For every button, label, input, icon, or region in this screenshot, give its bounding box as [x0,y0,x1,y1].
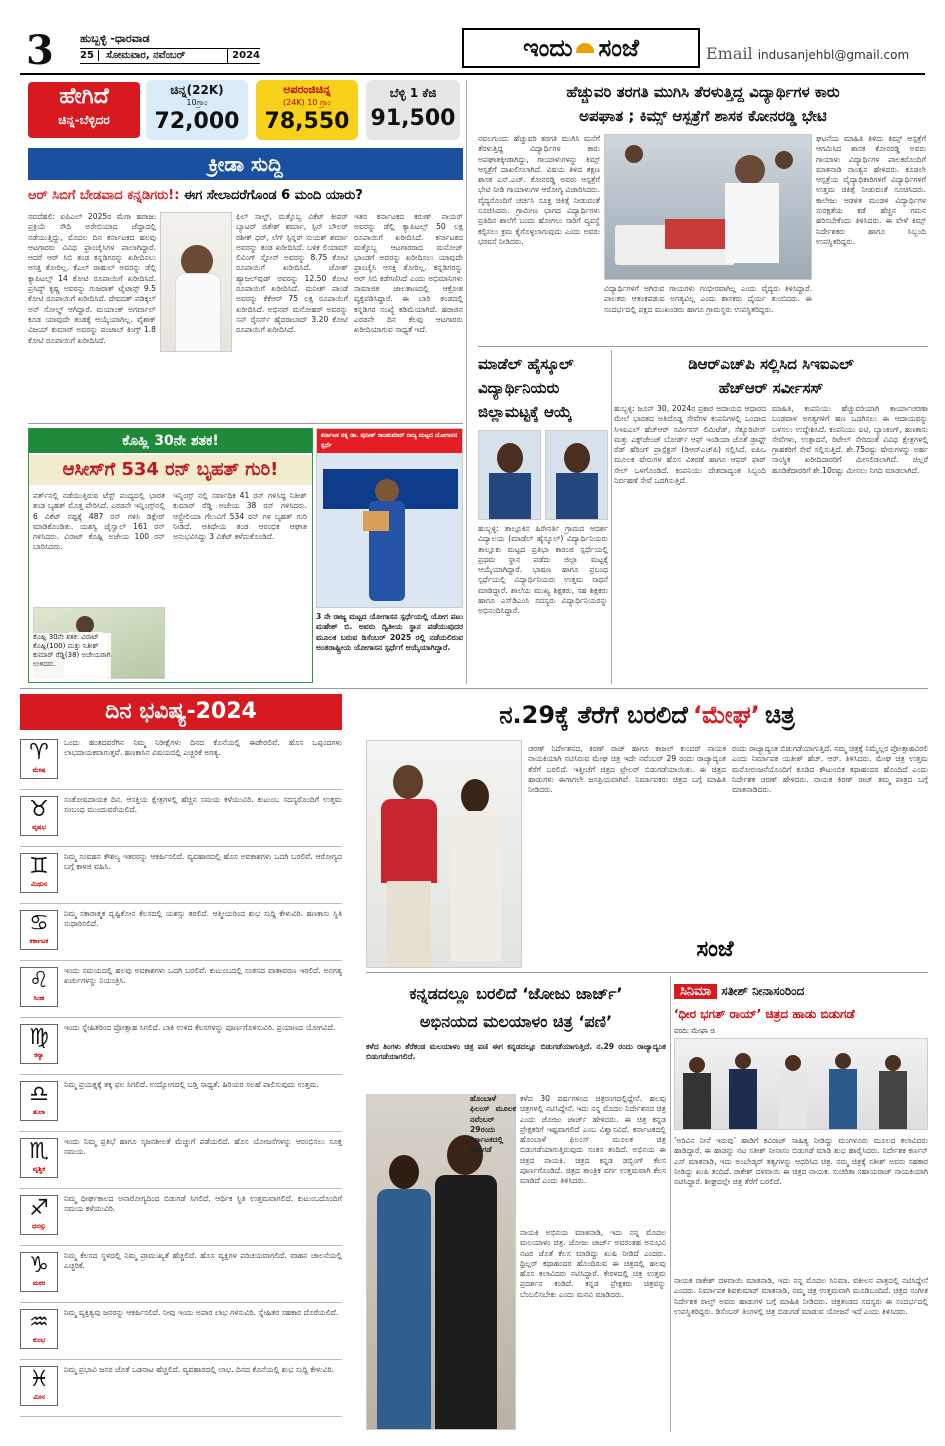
horoscope-row [20,736,342,790]
city-label: ಹುಬ್ಬಳ್ಳಿ -ಧಾರವಾಡ [80,32,150,45]
megha-photo [366,740,522,968]
zodiac-name: ವೃಶ್ಚಿಕ [32,1165,46,1173]
gold-22k-label: ಚಿನ್ನ(22K) [170,83,224,97]
zodiac-glyph: ♈ [29,740,49,765]
dheera-col-1: ‘ಅರಿವಿನ ನೀನೆ ಇರುವು’ ಹಾಡಿಗೆ ಕವಿರಾಜ್ ಸಾಹಿತ್ಯ ನೀಡಿದ್ದು ಮಂಗಳೂರು ಮೂಲದ ಕಲಾವಿದರು ಹಾಡಿದ್ದಾರೆ. ಈ ಹಾಡನ್ನು ನಟ ಸತೀಶ್ ನೀನಾಸಂ ಬಿಡುಗಡೆ ಮಾಡಿ ಶುಭ ಹಾರೈಸಿದರು. ನಿರ್ದೇಶಕ ಕರ್ಣನ್ ಎಸ್ ಮಾತನಾಡಿ, ಇದು ಅಂಬೇಡ್ಕರ್ ತತ್ವಗಳನ್ನು ಆಧರಿಸಿದ ಚಿತ್ರ. ನಮ್ಮ ಚಿತ್ರಕ್ಕೆ ಸತೀಶ್ ಅವರು ಸಹಕಾರ ನೀಡಿದ್ದು ಖುಷಿ ತಂದಿದೆ. ರಾಕೇಶ್ ದಳವಾಯಿ ಈ ಚಿತ್ರದ ನಾಯಕ. ಸುಚರಿತಾ ಸಹಾಯರಾಜ್ ನಾಯಕಿಯಾಗಿ ನಟಿಸಿದ್ದಾರೆ. ಶೀಘ್ರದಲ್ಲೇ ಚಿತ್ರ ತೆರೆಗೆ ಬರಲಿದೆ. [674,1136,928,1187]
zodiac-text: ನಿಮ್ಮ ವ್ಯಕ್ತಿತ್ವವು ಜನರನ್ನು ಆಕರ್ಷಿಸಲಿದೆ. ನೀವು ಇಂದು ಅಪಾರ ಲಾಭ ಗಳಿಸುವಿರಿ. ಸ್ನೇಹಿತರ ಸಹಕಾರ ದೊರೆಯಲಿದೆ. [64,1308,339,1317]
student-photo-1 [478,430,541,520]
megha-col-2: ರಂದು ರಾಜ್ಯಾದ್ಯಂತ ಬಿಡುಗಡೆಯಾಗುತ್ತಿದೆ. ನಮ್ಮ ಚಿತ್ರಕ್ಕೆ ನಿಮ್ಮೆಲ್ಲರ ಪ್ರೋತ್ಸಾಹವಿರಲಿ ಎಂದು ನಿರ್ಮಾಪಕ ಯತೀಶ್ ಹೆಚ್. ಆರ್. ತಿಳಿಸಿದರು. ಮೇಘ ಚಿತ್ರ ಉತ್ತಮ ಮನೋರಂಜನೆಯೊಂದಿಗೆ ಕೂಡಿದ ಕೌಟುಂಬಿಕ ಕಥಾಹಂದರ ಹೊಂದಿದೆ ಎಂದು ನಿರ್ದೇಶಕ ಚರಣ್ ಹೇಳಿದರು. ನಾಯಕ ಕಿರಣ್ ರಾಜ್ ತಮ್ಮ ಪಾತ್ರದ ಬಗ್ಗೆ ಮಾತನಾಡಿದರು. [732,744,928,795]
kohli-caption: ಕೊಹ್ಲಿ 30ನೇ ಶತಕ: ವಿರಾಟ್ ಕೊಹ್ಲಿ(100) ಮತ್ತು ನಿತೀಶ್ ಕುಮಾರ್ ರೆಡ್ಡಿ(38) ಅಜೇಯರಾಗಿ ಉಳಿದರು. [33,633,111,679]
model-school-headline: ಮಾಡೆಲ್ ಹೈಸ್ಕೂಲ್ ವಿದ್ಯಾರ್ಥಿನಿಯರು ಜಿಲ್ಲಾಮಟ್ಟಕ್ಕೆ ಆಯ್ಕೆ [478,355,574,421]
gold-24k-label: ಅಪರಂಜಿಚಿನ್ನ [283,83,331,96]
date-bar [80,48,260,64]
zodiac-glyph: ♐ [29,1196,49,1221]
zodiac-name: ಧನಸ್ಸು [32,1222,46,1230]
zodiac-sign-icon [20,1138,58,1178]
kims-photo [604,134,812,280]
rahul-photo [160,212,232,352]
zodiac-sign-icon [20,1024,58,1064]
gold-item-24k [256,80,358,140]
jojo-lead: ಕಳೆದ ತಿಂಗಳು ತೆರೆಕಂಡ ಮಲಯಾಳಂ ಚಿತ್ರ ಪಣಿ ಈಗ ಕನ್ನಡದಲ್ಲೂ ಬಿಡುಗಡೆಯಾಗುತ್ತಿದೆ. ನ.29 ರಂದು ರಾಜ್ಯಾದ್ಯಂತ ಬಿಡುಗಡೆಯಾಗಲಿದೆ. [366,1042,666,1062]
horoscope-row [20,1363,342,1417]
zodiac-sign-icon [20,1309,58,1349]
brand-left: ಇಂದು [523,34,573,62]
yoga-banner-text: ಕರ್ನಾಟಕ ರತ್ನ ಡಾ. ಪುನೀತ್ ರಾಜಕುಮಾರ್ ರಾಜ್ಯ ಮಟ್ಟದ ಯೋಗಾಸನ ಸ್ಪರ್ಧೆ [321,432,458,449]
ceil-headline: ಡಿಆರ್‌ಎಚ್‌ಪಿ ಸಲ್ಲಿಸಿದ ಸಿಇಐಎಲ್ ಹೆಚ್‌ಆರ್ ಸರ್ವೀಸಸ್ [688,355,854,397]
zodiac-glyph: ♋ [29,911,49,936]
gold-22k-price: 72,000 [154,109,240,134]
zodiac-name: ಮೀನ [33,1393,45,1401]
silver-label: ಬೆಳ್ಳಿ 1 ಕೆಜಿ [389,86,437,100]
zodiac-text: ನಿಮ್ಮ ಸಕಾರಾತ್ಮಕ ದೃಷ್ಟಿಕೋನ ಕೆಲಸದಲ್ಲಿ ಯಶಸ್ಸು ತರಲಿದೆ. ಆತ್ಮೀಯರಿಂದ ಶುಭ ಸುದ್ದಿ ಕೇಳುವಿರಿ. ಹಣಕಾಸು ಸ್ಥಿತಿ ಸುಧಾರಿಸಲಿದೆ. [64,909,342,929]
jojo-col-1: ಕಳೆದ 30 ವರ್ಷಗಳಿಂದ ಚಿತ್ರರಂಗದಲ್ಲಿದ್ದೇನೆ. ಹಲವು ಚಿತ್ರಗಳಲ್ಲಿ ನಟಿಸಿದ್ದೇನೆ. ಇದು ನನ್ನ ಮೊದಲ ನಿರ್ದೇಶನದ ಚಿತ್ರ ಎಂದು ಜೋಜು ಜಾರ್ಜ್ ಹೇಳಿದರು. ಈ ಚಿತ್ರ ಕನ್ನಡ ಪ್ರೇಕ್ಷಕರಿಗೆ ಇಷ್ಟವಾಗಲಿದೆ ಎಂಬ ವಿಶ್ವಾಸವಿದೆ. ಕರ್ನಾಟಕದಲ್ಲಿ ಹೊಂಬಾಳೆ ಫಿಲಂಸ್ ಮೂಲಕ ಚಿತ್ರ ಬಿಡುಗಡೆಯಾಗುತ್ತಿರುವುದು ಸಂತಸ ತಂದಿದೆ. ಅಭಿನಯ ಈ ಚಿತ್ರದ ನಾಯಕಿ. ಚಿತ್ರದ ಕನ್ನಡ ಡಬ್ಬಿಂಗ್ ಕೆಲಸ ಪೂರ್ಣಗೊಂಡಿದೆ. ಚಿತ್ರದ ತಾಂತ್ರಿಕ ವರ್ಗ ಉತ್ತಮವಾಗಿ ಕೆಲಸ ಮಾಡಿದೆ ಎಂದು ತಿಳಿಸಿದರು. [520,1094,666,1186]
date-year: 2024 [227,49,260,63]
sports-banner-text: ಕ್ರೀಡಾ ಸುದ್ದಿ [208,152,283,176]
gold-price-box [28,80,463,140]
jojo-col-2: ನಾಯಕಿ ಅಭಿನಯ ಮಾತನಾಡಿ, ಇದು ನನ್ನ ಮೊದಲ ಮಲಯಾಳಂ ಚಿತ್ರ. ಜೋಜು ಜಾರ್ಜ್ ಅವರಂತಹ ಅನುಭವಿ ನಟರ ಜೊತೆ ಕೆಲಸ ಮಾಡಿದ್ದು ಖುಷಿ ನೀಡಿದೆ ಎಂದರು. ಥ್ರಿಲ್ಲರ್ ಕಥಾಹಂದರ ಹೊಂದಿರುವ ಈ ಚಿತ್ರದಲ್ಲಿ ಹಲವು ಹೊಸ ಕಲಾವಿದರು ನಟಿಸಿದ್ದಾರೆ. ಕೇರಳದಲ್ಲಿ ಚಿತ್ರ ಉತ್ತಮ ಪ್ರದರ್ಶನ ಕಂಡಿದೆ. ಕನ್ನಡ ಪ್ರೇಕ್ಷಕರು ಚಿತ್ರವನ್ನು ಬೆಂಬಲಿಸಬೇಕು ಎಂದು ಮನವಿ ಮಾಡಿದರು. [520,1228,666,1299]
kohli-headline: ಆಸೀಸ್‌ಗೆ 534 ರನ್ ಬೃಹತ್ ಗುರಿ! [29,455,312,485]
kohli-col-2: ಇನ್ನಿಂಗ್ಸ್ ನಲ್ಲಿ ಸರ್ವಾಧಿಕ 41 ರನ್ ಗಳಿಸಿದ್ದ ನಿತೀಶ್ ಕುಮಾರ್ ರೆಡ್ಡಿ ಅಜೇಯ 38 ರನ್ ಗಳಿಸಿದರು. ಆಸ್ಟ್ರೇಲಿಯಾ ಗೆಲುವಿಗೆ 534 ರನ್ ಗಳ ಬೃಹತ್ ಗುರಿ ನೀಡಿದೆ. ಆತಿಥೇಯ ತಂಡ ಆರಂಭಿಕ ಆಘಾತ ಅನುಭವಿಸಿದ್ದು 3 ವಿಕೆಟ್ ಕಳೆದುಕೊಂಡಿದೆ. [173,491,307,542]
gold-item-22k [146,80,248,140]
zodiac-text: ನಿಮ್ಮ ಸಂವಹನ ಕೌಶಲ್ಯ ಇತರರನ್ನು ಆಕರ್ಷಿಸಲಿದೆ. ವ್ಯವಹಾರದಲ್ಲಿ ಹೊಸ ಅವಕಾಶಗಳು ಒದಗಿ ಬರಲಿವೆ. ಆರೋಗ್ಯದ ಬಗ್ಗೆ ಕಾಳಜಿ ವಹಿಸಿ. [64,852,342,872]
masthead [0,0,945,78]
zodiac-sign-icon [20,1366,58,1406]
dheera-photo [674,1038,928,1130]
divider [28,423,463,424]
zodiac-text: ಇಂದು ಸಮಯದಲ್ಲಿ ಹಲವು ಅವಕಾಶಗಳು ಒದಗಿ ಬರಲಿವೆ. ಕುಟುಂಬದಲ್ಲಿ ಸಂತಸದ ವಾತಾವರಣ ಇರಲಿದೆ. ಅನಗತ್ಯ ಖರ್ಚುಗಳನ್ನು ನಿಯಂತ್ರಿಸಿ. [64,966,342,986]
horoscope-row [20,907,342,961]
jojo-headline: ಕನ್ನಡದಲ್ಲೂ ಬರಲಿದೆ ‘ಜೋಜು ಜಾರ್ಜ್’ ಅಭಿನಯದ ಮಲಯಾಳಂ ಚಿತ್ರ ‘ಪಣಿ’ [409,984,623,1031]
kohli-block [28,428,313,683]
zodiac-text: ನಿಮ್ಮ ಪ್ರಯತ್ನಕ್ಕೆ ತಕ್ಕ ಫಲ ಸಿಗಲಿದೆ. ಉದ್ಯೋಗದಲ್ಲಿ ಬಡ್ತಿ ಸಾಧ್ಯತೆ. ಹಿರಿಯರ ಸಲಹೆ ಪಾಲಿಸುವುದು ಉತ್ತಮ. [64,1080,320,1089]
zodiac-glyph: ♊ [29,854,49,879]
sports-headline-b: ಈಗ ಸೇಲಾದರೆಗೊಂಡ 6 ಮಂದಿ ಯಾರು? [183,188,363,203]
brand-logo [462,28,700,68]
zodiac-text: ನಿಮ್ಮ ಪ್ರಭಾವಿ ಜನರ ಜೊತೆ ಒಡನಾಟ ಹೆಚ್ಚಲಿದೆ. ವ್ಯವಹಾರದಲ್ಲಿ ಲಾಭ. ದಿನದ ಕೊನೆಯಲ್ಲಿ ಶುಭ ಸುದ್ದಿ ಕೇಳುವಿರಿ. [64,1365,335,1374]
zodiac-glyph: ♏ [29,1139,49,1164]
gold-24k-sub: (24K) 10 ಗ್ರಾಂ [283,98,331,107]
horoscope-row [20,1306,342,1360]
divider [478,346,928,347]
zodiac-name: ಕರ್ಕಾಟಕ [29,937,49,945]
ceil-col-1: ಹುಬ್ಬಳ್ಳಿ: ಜೂನ್ 30, 2024ರ ಪ್ರಕಾರ ಆದಾಯದ ಆಧಾರದ ಮೇಲೆ ಭಾರತದ ಅತಿದೊಡ್ಡ ಸೇವೆಗಳ ಕಂಪನಿಗಳಲ್ಲಿ ಒಂದಾದ ಸಿಇಐಎಲ್ ಹೆಚ್‌ಆರ್ ಸರ್ವೀಸಸ್ ಲಿಮಿಟೆಡ್, ಸೆಕ್ಯೂರಿಟೀಸ್ ಮತ್ತು ಎಕ್ಸ್‌ಚೇಂಜ್ ಬೋರ್ಡ್ ಆಫ್ ಇಂಡಿಯಾ ಜೊತೆ ಡ್ರಾಫ್ಟ್ ರೆಡ್ ಹೆರಿಂಗ್ ಪ್ರಾಸ್ಪೆಕ್ಟಸ್ (ಡಿಆರ್‌ಎಚ್‌ಪಿ) ಸಲ್ಲಿಸಿದೆ. ಐಪಿಒ ಮೂಲಕ ಷೇರುಗಳ ಹೊಸ ವಿತರಣೆ ಹಾಗೂ ಆಫರ್ ಫಾರ್ ಸೇಲ್ ಒಳಗೊಂಡಿದೆ. ಕಂಪನಿಯು ದೇಶದಾದ್ಯಂತ ಸಿಬ್ಬಂದಿ ನಿರ್ವಹಣೆ ಸೇವೆ ಒದಗಿಸುತ್ತಿದೆ. [614,404,766,486]
horoscope-row [20,850,342,904]
sports-headline [28,186,463,208]
horoscope-row [20,1078,342,1132]
zodiac-name: ತುಲಾ [32,1108,46,1116]
yoga-caption: 3 ನೇ ರಾಜ್ಯ ಮಟ್ಟದ ಯೋಗಾಸನ ಸ್ಪರ್ಧೆಯಲ್ಲಿ ಯೋಗ ಪಟು ಮಹೇಶ್ ಬಿ. ಅವರು ದ್ವಿತೀಯ ಸ್ಥಾನ ಪಡೆಯುವುದರ ಮೂಲಕ ಬರುವ ಡಿಸೆಂಬರ್ 2025 ರಲ್ಲಿ ನಡೆಯಲಿರುವ ಅಂತರಾಷ್ಟ್ರೀಯ ಯೋಗಾಸನ ಸ್ಪರ್ಧೆಗೆ ಆಯ್ಕೆಯಾಗಿದ್ದಾರೆ. [316,612,463,652]
zodiac-name: ಮಕರ [32,1279,46,1287]
sports-col-2: ಫಿಲ್ ಸಾಲ್ಟ್, ಮತ್ತೊಬ್ಬ ವಿಕೆಟ್ ಕೀಪರ್ ಬ್ಯಾಟರ್ ಜಿತೇಶ್ ಶರ್ಮಾ, ಸ್ಪಿನ್ ಬೌಲರ್ ರಶೀಕ್ ಧರ್, ಲೆಗ್ ಸ್ಪಿನ್ನರ್ ಸುಯಶ್ ಶರ್ಮಾ ಅವರನ್ನು ತಂಡ ಖರೀದಿಸಿದೆ. ಬಳಿಕ ಲಿಯಾಮ್ ಲಿವಿಂಗ್ ಸ್ಟೋನ್ ಅವರನ್ನು 8.75 ಕೋಟಿ ರೂಪಾಯಿಗೆ ಖರೀದಿಸಿದೆ. ಜೋಶ್ ಹ್ಯಾಜಲ್‌ವುಡ್ ಅವರನ್ನು 12.50 ಕೋಟಿ ರೂಪಾಯಿಗೆ ಖರೀದಿಸಿದೆ. ಮನೀಶ್ ಪಾಂಡೆ ಅವರನ್ನು ಕೆಕೆಆರ್ 75 ಲಕ್ಷ ರೂಪಾಯಿಗೆ ಖರೀದಿಸಿದೆ. ಅಭಿನವ್ ಮನೋಹರ್ ಅವರನ್ನು ಸನ್ ರೈಸರ್ಸ್ ಹೈದರಾಬಾದ್ 3.20 ಕೋಟಿ ರೂಪಾಯಿಗೆ ಖರೀದಿಸಿದೆ. [236,212,348,335]
megha-col-1: ಚರಣ್ ನಿರ್ದೇಶನದ, ಕಿರಣ್ ರಾಜ್ ಹಾಗೂ ಕಾಜಲ್ ಕುಂದರ್ ನಾಯಕ ನಾಯಕಿಯಾಗಿ ನಟಿಸಿರುವ ಮೇಘ ಚಿತ್ರ ಇದೇ ನವೆಂಬರ್ 29 ರಂದು ರಾಜ್ಯಾದ್ಯಂತ ತೆರೆಗೆ ಬರಲಿದೆ. ಇತ್ತೀಚೆಗೆ ಚಿತ್ರದ ಟ್ರೇಲರ್ ಬಿಡುಗಡೆಯಾಯಿತು. ಈ ಚಿತ್ರದ ಹಾಡುಗಳು ಈಗಾಗಲೇ ಜನಪ್ರಿಯವಾಗಿವೆ. ನಿರ್ಮಾಪಕರು ಚಿತ್ರದ ಬಗ್ಗೆ ಮಾಹಿತಿ ನೀಡಿದರು. [528,744,726,795]
zodiac-sign-icon [20,1252,58,1292]
zodiac-text: ಸಂತೋಷದಾಯಕ ದಿನ. ಆಸಕ್ತಿಯ ಕ್ಷೇತ್ರಗಳಲ್ಲಿ ಹೆಚ್ಚಿನ ಸಮಯ ಕಳೆಯುವಿರಿ. ಕುಟುಂಬ ಸದಸ್ಯರೊಂದಿಗೆ ಉತ್ತಮ ಸಂಬಂಧ ಮುಂದುವರೆಯಲಿದೆ. [64,795,342,815]
horoscope-header [20,694,342,730]
sports-col-3: ಇತರ ಕರ್ನಾಟಕದ ಕರುಣ್ ನಾಯರ್ ಅವರನ್ನು ಡೆಲ್ಲಿ ಕ್ಯಾಪಿಟಲ್ಸ್ 50 ಲಕ್ಷ ರೂಪಾಯಿಗೆ ಖರೀದಿಸಿದೆ. ಕರ್ನಾಟಕದ ಮತ್ತೊಬ್ಬ ಆಟಗಾರರಾದ ಮನೋಜ್ ಭಾಂಡಗೆ ಅವರನ್ನು ಖರೀದಿಸಲು ಯಾವುದೇ ಫ್ರಾಂಚೈಸಿ ಆಸಕ್ತಿ ತೋರಿಲ್ಲ. ಕನ್ನಡಿಗರನ್ನು ಆರ್ ಸಿಬಿ ಕಡೆಗಣಿಸಿದೆ ಎಂದು ಅಭಿಮಾನಿಗಳು ಸಾಮಾಜಿಕ ಜಾಲತಾಣದಲ್ಲಿ ಆಕ್ರೋಶ ವ್ಯಕ್ತಪಡಿಸಿದ್ದಾರೆ. ಈ ಬಾರಿ ತಂಡದಲ್ಲಿ ಕನ್ನಡಿಗರ ಸಂಖ್ಯೆ ಕಡಿಮೆಯಾಗಿದೆ. ಹರಾಜಿನ ಎರಡನೇ ದಿನ ಕೆಲವು ಆಟಗಾರರು ಖರೀದಿಯಾಗುವ ಸಾಧ್ಯತೆ ಇದೆ. [354,212,463,335]
brand-right: ಸಂಜೆ [598,34,639,62]
zodiac-sign-icon [20,910,58,950]
email-address: indusanjehbl@gmail.com [757,48,910,62]
email-block [706,44,931,64]
horoscope-row [20,1021,342,1075]
zodiac-text: ಇಂದು ಸ್ನೇಹಿತರಿಂದ ಪ್ರೋತ್ಸಾಹ ಸಿಗಲಿದೆ. ಬಾಕಿ ಉಳಿದ ಕೆಲಸಗಳನ್ನು ಪೂರ್ಣಗೊಳಿಸುವಿರಿ. ಪ್ರಯಾಣದ ಯೋಗವಿದೆ. [64,1023,336,1032]
yoga-photo [316,428,463,608]
sports-col-1: ನವದೆಹಲಿ: ಐಪಿಎಲ್ 2025ರ ಮೆಗಾ ಹರಾಜು ಪ್ರಕ್ರಿಯೆ ಸೌದಿ ಅರೇಬಿಯಾದ ಜೆದ್ದಾದಲ್ಲಿ ನಡೆಯುತ್ತಿದ್ದು, ಮೊದಲ ದಿನ ಕರ್ನಾಟಕದ ಹಲವು ಆಟಗಾರರು ವಿವಿಧ ಫ್ರಾಂಚೈಸಿಗಳ ಪಾಲಾಗಿದ್ದಾರೆ. ಆದರೆ ಆರ್ ಸಿಬಿ ತಂಡ ಕನ್ನಡಿಗರನ್ನು ಖರೀದಿಸಲು ಆಸಕ್ತಿ ತೋರಿಲ್ಲ. ಕೆಎಲ್ ರಾಹುಲ್ ಅವರನ್ನು ಡೆಲ್ಲಿ ಕ್ಯಾಪಿಟಲ್ಸ್ 14 ಕೋಟಿ ರೂಪಾಯಿಗೆ ಖರೀದಿಸಿದೆ. ಪ್ರಸಿದ್ಧ್ ಕೃಷ್ಣ ಅವರನ್ನು ಗುಜರಾತ್ ಟೈಟಾನ್ಸ್ 9.5 ಕೋಟಿ ರೂಪಾಯಿಗೆ ಖರೀದಿಸಿದೆ. ದೇವದತ್ ಪಡಿಕ್ಕಲ್ ಅನ್ ಸೋಲ್ಡ್ ಆಗಿದ್ದಾರೆ. ಮಯಾಂಕ್ ಅಗರ್ವಾಲ್ ಕೂಡ ಯಾವುದೇ ತಂಡಕ್ಕೆ ಆಯ್ಕೆಯಾಗಿಲ್ಲ. ವೈಶಾಕ್ ವಿಜಯ್ ಕುಮಾರ್ ಅವರನ್ನು ಪಂಜಾಬ್ ಕಿಂಗ್ಸ್ 1.8 ಕೋಟಿ ರೂಪಾಯಿಗೆ ಖರೀದಿಸಿದೆ. [28,212,156,345]
zodiac-name: ಮಿಥುನ [30,880,48,888]
zodiac-name: ಕನ್ಯಾ [34,1051,44,1059]
student-photo-2 [545,430,608,520]
zodiac-glyph: ♍ [29,1025,49,1050]
zodiac-sign-icon [20,853,58,893]
date-text: ಸೋಮವಾರ, ನವೆಂಬರ್ [106,50,186,61]
dheera-col-2: ನಾಯಕ ರಾಕೇಶ್ ದಳವಾಯಿ ಮಾತನಾಡಿ, ಇದು ನನ್ನ ಮೊದಲ ಸಿನಿಮಾ. ವಕೀಲನ ಪಾತ್ರದಲ್ಲಿ ನಟಿಸಿದ್ದೇನೆ ಎಂದರು. ನಿರ್ಮಾಪಕ ಶಿವಕುಮಾರ್ ಮಾತನಾಡಿ, ನಮ್ಮ ಚಿತ್ರ ಉತ್ತಮವಾಗಿ ಮೂಡಿಬಂದಿದೆ. ಚಿತ್ರದ ಸಂಗೀತ ನಿರ್ದೇಶಕ ರಾಲ್ಫ್ ಅವರು ಹಾಡುಗಳ ಬಗ್ಗೆ ಮಾಹಿತಿ ನೀಡಿದರು. ಚಿತ್ರತಂಡದ ಸದಸ್ಯರು ಈ ಸಂದರ್ಭದಲ್ಲಿ ಉಪಸ್ಥಿತರಿದ್ದರು. ಡಿಸೆಂಬರ್ ತಿಂಗಳಲ್ಲಿ ಚಿತ್ರ ಬಿಡುಗಡೆ ಮಾಡುವ ಯೋಜನೆ ಇದೆ ಎಂದು ತಿಳಿಸಿದರು. [674,1276,928,1316]
zodiac-name: ವೃಷಭ [32,823,46,831]
zodiac-sign-icon [20,1081,58,1121]
zodiac-text: ಇಂದು ನಿಮ್ಮ ಪ್ರತಿಭೆ ಹಾಗೂ ಸೃಜನಶೀಲತೆ ಮೆಚ್ಚುಗೆ ಪಡೆಯಲಿದೆ. ಹೊಸ ಯೋಜನೆಗಳನ್ನು ಆರಂಭಿಸಲು ಸೂಕ್ತ ಸಮಯ. [64,1137,342,1157]
zodiac-name: ಸಿಂಹ [33,994,45,1002]
divider [611,350,612,684]
zodiac-glyph: ♑ [29,1253,49,1278]
horoscope-row [20,793,342,847]
zodiac-glyph: ♒ [29,1310,49,1335]
zodiac-name: ಕುಂಭ [32,1336,46,1344]
megha-headline: ನ.29ಕ್ಕೆ ತೆರೆಗೆ ಬರಲಿದೆ ‘ಮೇಘ’ ಚಿತ್ರ [499,701,795,729]
silver-price: 91,500 [370,106,456,131]
zodiac-sign-icon [20,967,58,1007]
horoscope-row [20,1249,342,1303]
divider [20,688,928,689]
yoga-block [316,428,463,683]
sanje-cinema-tag: ಸಂಜೆ [696,937,734,962]
masthead-divider [20,73,925,75]
zodiac-glyph: ♌ [29,968,49,993]
sports-banner [28,148,463,180]
kohli-banner: ಕೊಹ್ಲಿ 30ನೇ ಶತಕ! [29,429,312,453]
zodiac-sign-icon [20,1195,58,1235]
horoscope-row [20,1135,342,1189]
horoscope-row [20,964,342,1018]
sports-headline-a: ಆರ್ ಸಿಬಿಗೆ ಬೇಡವಾದ ಕನ್ನಡಿಗರು!: [28,188,180,203]
gold-24k-price: 78,550 [264,109,350,134]
kohli-col-1: ಪರ್ತ್‌ನಲ್ಲಿ ನಡೆಯುತ್ತಿರುವ ಟೆಸ್ಟ್ ಪಂದ್ಯದಲ್ಲಿ ಭಾರತ ತಂಡ ಬೃಹತ್ ಮೊತ್ತ ಪೇರಿಸಿದೆ. ಎರಡನೇ ಇನ್ನಿಂಗ್ಸ್‌ನಲ್ಲಿ 6 ವಿಕೆಟ್ ನಷ್ಟಕ್ಕೆ 487 ರನ್ ಗಳಿಸಿ ಡಿಕ್ಲೇರ್ ಮಾಡಿಕೊಂಡಿತು. ಯಶಸ್ವಿ ಜೈಸ್ವಾಲ್ 161 ರನ್ ಗಳಿಸಿದರು. ವಿರಾಟ್ ಕೊಹ್ಲಿ ಅಜೇಯ 100 ರನ್ ಬಾರಿಸಿದರು. [33,491,165,552]
gold-title-1: ಹೇಗಿದೆ [59,84,109,109]
email-label: Email [706,44,753,63]
gold-title-2: ಚಿನ್ನ-ಬೆಳ್ಳಿದರ [58,113,110,127]
page-number: 3 [26,30,54,72]
dheera-byline: ವರದಿ: ಮೇಘಾ ಜಿ [674,1027,715,1035]
sun-icon [576,43,594,53]
dheera-headline: ಸಿನಿಮಾ ಸತೀಶ್ ನೀನಾಸಂರಿಂದ ‘ಧೀರ ಭಗತ್ ರಾಯ್’ ಚಿತ್ರದ ಹಾಡು ಬಿಡುಗಡೆ [674,984,855,1021]
zodiac-text: ನಿಮ್ಮ ಕೆಲಸದ ಸ್ಥಳದಲ್ಲಿ ನಿಮ್ಮ ಪ್ರಾಮುಖ್ಯತೆ ಹೆಚ್ಚಲಿದೆ. ಹೊಸ ವ್ಯಕ್ತಿಗಳ ಪರಿಚಯವಾಗಲಿದೆ. ವಾಹನ ಚಾಲನೆಯಲ್ಲಿ ಎಚ್ಚರಿಕೆ. [64,1251,342,1271]
zodiac-text: ಒಂದು ಹಂತದವರೆಗಿನ ನಿಮ್ಮ ನಿರೀಕ್ಷೆಗಳು ದಿನದ ಕೊನೆಯಲ್ಲಿ ಈಡೇರಲಿವೆ. ಹೊಸ ಒಪ್ಪಂದಗಳು ಲಾಭದಾಯಕವಾಗುತ್ತವೆ. ಹಣಕಾಸಿನ ವಿಷಯದಲ್ಲಿ ಎಚ್ಚರಿಕೆ ಅಗತ್ಯ. [64,738,342,758]
zodiac-sign-icon [20,796,58,836]
ceil-col-2: ಮಾಹಿತಿ, ಕಂಪನಿಯು ಹೆಚ್ಚುವರಿಯಾಗಿ ಕಾರ್ಯಾಚರಣಾ ಬಂಡವಾಳ ಅಗತ್ಯಗಳಿಗೆ ಹಣ ಒದಗಿಸಲು ಈ ಆದಾಯವನ್ನು ಬಳಸಲು ಉದ್ದೇಶಿಸಿದೆ. ಕಂಪನಿಯು ಐಟಿ, ಬ್ಯಾಂಕಿಂಗ್, ಹಣಕಾಸು ಸೇವೆಗಳು, ಉತ್ಪಾದನೆ, ರಿಟೇಲ್ ಸೇರಿದಂತೆ ವಿವಿಧ ಕ್ಷೇತ್ರಗಳಲ್ಲಿ ಗ್ರಾಹಕರಿಗೆ ಸೇವೆ ಸಲ್ಲಿಸುತ್ತಿದೆ. ಶೇ.75ರಷ್ಟು ಷೇರುಗಳನ್ನು ಅರ್ಹ ಸಾಂಸ್ಥಿಕ ಖರೀದಿದಾರರಿಗೆ ಮೀಸಲಿಡಲಾಗಿದೆ. ಚಿಲ್ಲರೆ ಹೂಡಿಕೆದಾರರಿಗೆ ಶೇ.10ರಷ್ಟು ಮೀಸಲು ನಿಗದಿ ಮಾಡಲಾಗಿದೆ. [772,404,928,475]
horoscope-row [20,1192,342,1246]
zodiac-glyph: ♎ [29,1082,49,1107]
divider [366,972,928,973]
divider [670,976,671,1432]
kims-col-3: ಘಟನೆಯ ಮಾಹಿತಿ ತಿಳಿದು ಕಿಮ್ಸ್ ಆಸ್ಪತ್ರೆಗೆ ಆಗಮಿಸಿದ ಶಾಸಕ ಕೋನರಡ್ಡಿ ಅವರು ಗಾಯಾಳು ವಿದ್ಯಾರ್ಥಿಗಳ ಪಾಲಕರೊಂದಿಗೆ ಮಾತನಾಡಿ ಸಾಂತ್ವನ ಹೇಳಿದರು. ಕೂಡಲೇ ಆಸ್ಪತ್ರೆಯ ವೈದ್ಯಾಧಿಕಾರಿಗಳಿಗೆ ವಿದ್ಯಾರ್ಥಿಗಳಿಗೆ ಉತ್ತಮ ಚಿಕಿತ್ಸೆ ನೀಡುವಂತೆ ಸೂಚಿಸಿದರು. ಕಾಲೇಜು ಆಡಳಿತ ಮಂಡಳಿ ವಿದ್ಯಾರ್ಥಿಗಳ ಸುರಕ್ಷತೆಯ ಕಡೆ ಹೆಚ್ಚಿನ ಗಮನ ಹರಿಸಬೇಕೆಂದು ತಿಳಿಸಿದರು. ಈ ವೇಳೆ ಕಿಮ್ಸ್ ನಿರ್ದೇಶಕರು ಹಾಗೂ ಸಿಬ್ಬಂದಿ ಉಪಸ್ಥಿತರಿದ್ದರು. [816,134,926,246]
zodiac-glyph: ♉ [29,797,49,822]
zodiac-sign-icon [20,739,58,779]
kims-col-1: ನವಲಗುಂದ: ಹೆಚ್ಚುವರಿ ತರಗತಿ ಮುಗಿಸಿ ಮನೆಗೆ ತೆರಳುತ್ತಿದ್ದ ವಿದ್ಯಾರ್ಥಿಗಳ ಕಾರು ಅಪಘಾತಕ್ಕೀಡಾಗಿದ್ದು, ಗಾಯಾಳುಗಳನ್ನು ಕಿಮ್ಸ್ ಆಸ್ಪತ್ರೆಗೆ ದಾಖಲಿಸಲಾಗಿದೆ. ವಿಷಯ ತಿಳಿದ ತಕ್ಷಣ ಶಾಸಕ ಎನ್.ಎಚ್. ಕೋನರಡ್ಡಿ ಅವರು ಆಸ್ಪತ್ರೆಗೆ ಭೇಟಿ ನೀಡಿ ಗಾಯಾಳುಗಳ ಆರೋಗ್ಯ ವಿಚಾರಿಸಿದರು. ವೈದ್ಯರೊಂದಿಗೆ ಚರ್ಚಿಸಿ ಸೂಕ್ತ ಚಿಕಿತ್ಸೆ ನೀಡುವಂತೆ ಸೂಚಿಸಿದರು. ಗ್ರಾಮೀಣ ಭಾಗದ ವಿದ್ಯಾರ್ಥಿಗಳು ಪ್ರತಿದಿನ ಶಾಲೆಗೆ ಬಂದು ಹೋಗಲು ಸಾರಿಗೆ ವ್ಯವಸ್ಥೆ ಕಲ್ಪಿಸಲು ಕ್ರಮ ಕೈಗೊಳ್ಳಲಾಗುವುದು ಎಂದು ಅವರು ಭರವಸೆ ನೀಡಿದರು. [478,134,600,246]
zodiac-text: ನಿಮ್ಮ ಧೀರ್ಘಕಾಲದ ಅನಾರೋಗ್ಯದಿಂದ ಬಿಡುಗಡೆ ಸಿಗಲಿದೆ. ಆರ್ಥಿಕ ಸ್ಥಿತಿ ಉತ್ತಮವಾಗಲಿದೆ. ಕುಟುಂಬದೊಂದಿಗೆ ಸಮಯ ಕಳೆಯುವಿರಿ. [64,1194,342,1214]
model-school-body: ಹುಬ್ಬಳ್ಳಿ: ತಾಲ್ಲೂಕಿನ ಹಿರೇನರ್ತಿ ಗ್ರಾಮದ ಆದರ್ಶ ವಿದ್ಯಾಲಯ (ಮಾಡೆಲ್ ಹೈಸ್ಕೂಲ್) ವಿದ್ಯಾರ್ಥಿನಿಯರು ತಾಲ್ಲೂಕು ಮಟ್ಟದ ಪ್ರತಿಭಾ ಕಾರಂಜಿ ಸ್ಪರ್ಧೆಯಲ್ಲಿ ಪ್ರಥಮ ಸ್ಥಾನ ಪಡೆದು ಜಿಲ್ಲಾ ಮಟ್ಟಕ್ಕೆ ಆಯ್ಕೆಯಾಗಿದ್ದಾರೆ. ಭಾಷಣ ಹಾಗೂ ಪ್ರಬಂಧ ಸ್ಪರ್ಧೆಯಲ್ಲಿ ವಿದ್ಯಾರ್ಥಿನಿಯರು ಉತ್ತಮ ಸಾಧನೆ ಮಾಡಿದ್ದಾರೆ. ಶಾಲೆಯ ಮುಖ್ಯ ಶಿಕ್ಷಕರು, ಸಹ ಶಿಕ್ಷಕರು ಹಾಗೂ ಎಸ್‌ಡಿಎಂಸಿ ಸದಸ್ಯರು ವಿದ್ಯಾರ್ಥಿನಿಯರನ್ನು ಅಭಿನಂದಿಸಿದ್ದಾರೆ. [478,524,608,616]
divider [466,80,467,684]
zodiac-glyph: ♓ [29,1367,49,1392]
kims-col-2: ವಿದ್ಯಾರ್ಥಿಗಳಿಗೆ ಆಗಿರುವ ಗಾಯಗಳು ಗಂಭೀರವಾಗಿಲ್ಲ ಎಂದು ವೈದ್ಯರು ತಿಳಿಸಿದ್ದಾರೆ. ಪಾಲಕರು ಆತಂಕಪಡುವ ಅಗತ್ಯವಿಲ್ಲ ಎಂದು ಶಾಸಕರು ಧೈರ್ಯ ತುಂಬಿದರು. ಈ ಸಂದರ್ಭದಲ್ಲಿ ಪಕ್ಷದ ಮುಖಂಡರು ಹಾಗೂ ಗ್ರಾಮಸ್ಥರು ಉಪಸ್ಥಿತರಿದ್ದರು. [604,284,812,314]
kims-headline: ಹೆಚ್ಚುವರಿ ತರಗತಿ ಮುಗಿಸಿ ತೆರಳುತ್ತಿದ್ದ ವಿದ್ಯಾರ್ಥಿಗಳ ಕಾರು ಅಪಘಾತ ; ಕಿಮ್ಸ್ ಆಸ್ಪತ್ರೆಗೆ ಶಾಸಕ ಕೋನರಡ್ಡಿ ಭೇಟಿ [566,83,840,125]
date-day: 25 [80,50,99,61]
jojo-caption: ಹೊಂಬಾಳೆ ಫಿಲಂಸ್ ಮೂಲಕ ನವೆಂಬರ್ 29ರಂದು ಕರ್ನಾಟಕದಲ್ಲಿ ಬಿಡುಗಡೆ [470,1094,516,1155]
gold-title [28,82,140,138]
silver-item [366,80,460,140]
gold-22k-sub: 10ಗ್ರಾಂ [186,98,208,107]
horoscope-title: ದಿನ ಭವಿಷ್ಯ-2024 [105,699,257,724]
zodiac-name: ಮೇಷ [32,766,46,774]
